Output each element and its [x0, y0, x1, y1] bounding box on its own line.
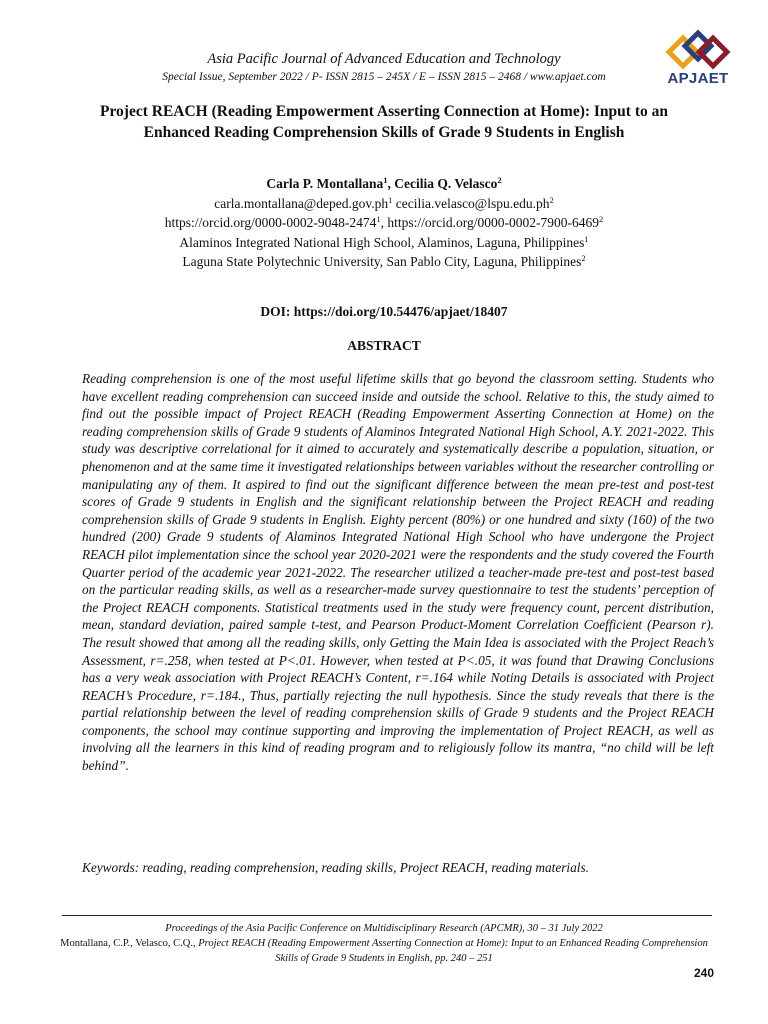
author-orcids: https://orcid.org/0000-0002-9048-2474$^1$, https://orcid.org/0000-0002-7900-6469$^2$ — [164, 214, 604, 230]
journal-name: Asia Pacific Journal of Advanced Education and Technology — [207, 51, 561, 67]
page-footer — [60, 921, 708, 966]
abstract-heading: ABSTRACT — [347, 338, 421, 353]
keywords: Keywords: reading, reading comprehension, reading skills, Project REACH, reading materials. — [82, 860, 589, 875]
citation-line — [60, 936, 708, 966]
author-block — [60, 174, 708, 272]
affiliation: Alaminos Integrated National High School, Alaminos, Laguna, Philippines$^1$ — [179, 233, 589, 250]
footer-divider — [62, 915, 712, 916]
journal-header — [0, 50, 768, 85]
orcid-link[interactable]: https://orcid.org/0000-0002-9048-2474 — [164, 215, 377, 230]
conference-line: Proceedings of the Asia Pacific Conference on Multidisciplinary Research (APCMR), 30 – 31 July 2022 — [165, 923, 603, 934]
journal-issue-line: Special Issue, September 2022 / P- ISSN 2815 – 245X / E – ISSN 2815 – 2468 / www.apjaet.com — [162, 71, 606, 83]
journal-logo — [662, 26, 734, 92]
orcid-link[interactable]: https://orcid.org/0000-0002-7900-6469 — [387, 215, 599, 230]
email-link[interactable]: carla.montallana@deped.gov.ph — [214, 195, 389, 211]
page-number: 240 — [693, 966, 714, 980]
citation-authors: Montallana, C.P., Velasco, C.Q., — [60, 938, 199, 949]
apjaet-logo-icon — [663, 26, 733, 72]
affiliation: Laguna State Polytechnic University, San Pablo City, Laguna, Philippines$^2$ — [182, 253, 586, 269]
author-emails: $carla.montallana@deped.gov.ph^1$ $cecilia.velasco@lspu.edu.ph^2$ — [214, 194, 554, 211]
doi-link[interactable]: DOI: https://doi.org/10.54476/apjaet/18407 — [260, 304, 508, 319]
author-name: Carla P. Montallana — [266, 176, 384, 191]
email-link[interactable]: cecilia.velasco@lspu.edu.ph — [395, 195, 550, 211]
abstract-body: Reading comprehension is one of the most useful lifetime skills that go beyond the classroom setting. Students who have excellent reading comprehension can succeed inside and outside the school. Relative to this, the study aimed to find out the possible impact of Project REACH (Reading Empowerment Asserting Connection at Home) on the reading comprehension skills of Grade 9 students of Alaminos Integrated National High School, A.Y. 2021-2022. This study was descriptive correlational for it aimed to accurately and systematically describe a population, situation, or phenomenon and at the same time it investigated relationships between variables without the researcher controlling or manipulating any of them. It aspired to find out the significant difference between the mean pre-test and post-test scores of Grade 9 students in English and the significant relationship between the Project REACH and reading comprehension skills of Grade 9 students in English. Eighty percent (80%) or one hundred and sixty (160) of the two hundred (200) Grade 9 students of Alaminos Integrated National High School who have undergone the Project REACH pilot implementation since the school year 2020-2021 were the respondents and the study covered the Fourth Quarter period of the academic year 2021-2022. The researcher utilized a teacher-made pre-test and post-test based on the particular reading skills, as well as a researcher-made survey questionnaire to test the students’ perception of the Project REACH components. Statistical treatments used in the study were frequency count, percent distribution, mean, standard deviation, paired sample t-test, and Pearson Product-Moment Correlation Coefficient (Pearson r). The result showed that among all the reading skills, only Getting the Main Idea is associated with the Project Reach’s Assessment, r=.258, when tested at P<.01. However, when tested at P<.05, it was found that Drawing Conclusions has a very weak association with Project REACH’s Content, r=.164 while Noting Details is associated with Project REACH’s Procedure, r=.184., Thus, partially rejecting the null hypothesis. Since the study reveals that there is the partial relationship between the level of reading comprehension skills of Grade 9 students and the Project REACH components, the school may continue supporting and improving the implementation of Project REACH, as well as involving all the learners in this kind of reading program and to religiously follow its mantra, “no child will be left behind”. — [82, 371, 714, 774]
author-name: Cecilia Q. Velasco — [394, 176, 498, 191]
logo-text: APJAET — [667, 70, 729, 87]
author-names: Carla P. Montallana$^1$, Cecilia Q. Velasco$^2$ — [266, 175, 502, 191]
paper-title: Project REACH (Reading Empowerment Asserting Connection at Home): Input to an Enhanced Reading Comprehension Skills of Grade 9 Students in English — [99, 103, 668, 141]
citation-title: Project REACH (Reading Empowerment Asserting Connection at Home): Input to an Enhanced Reading Comprehension Skills of Grade 9 Students in English, pp. 240 – 251 — [198, 938, 708, 964]
